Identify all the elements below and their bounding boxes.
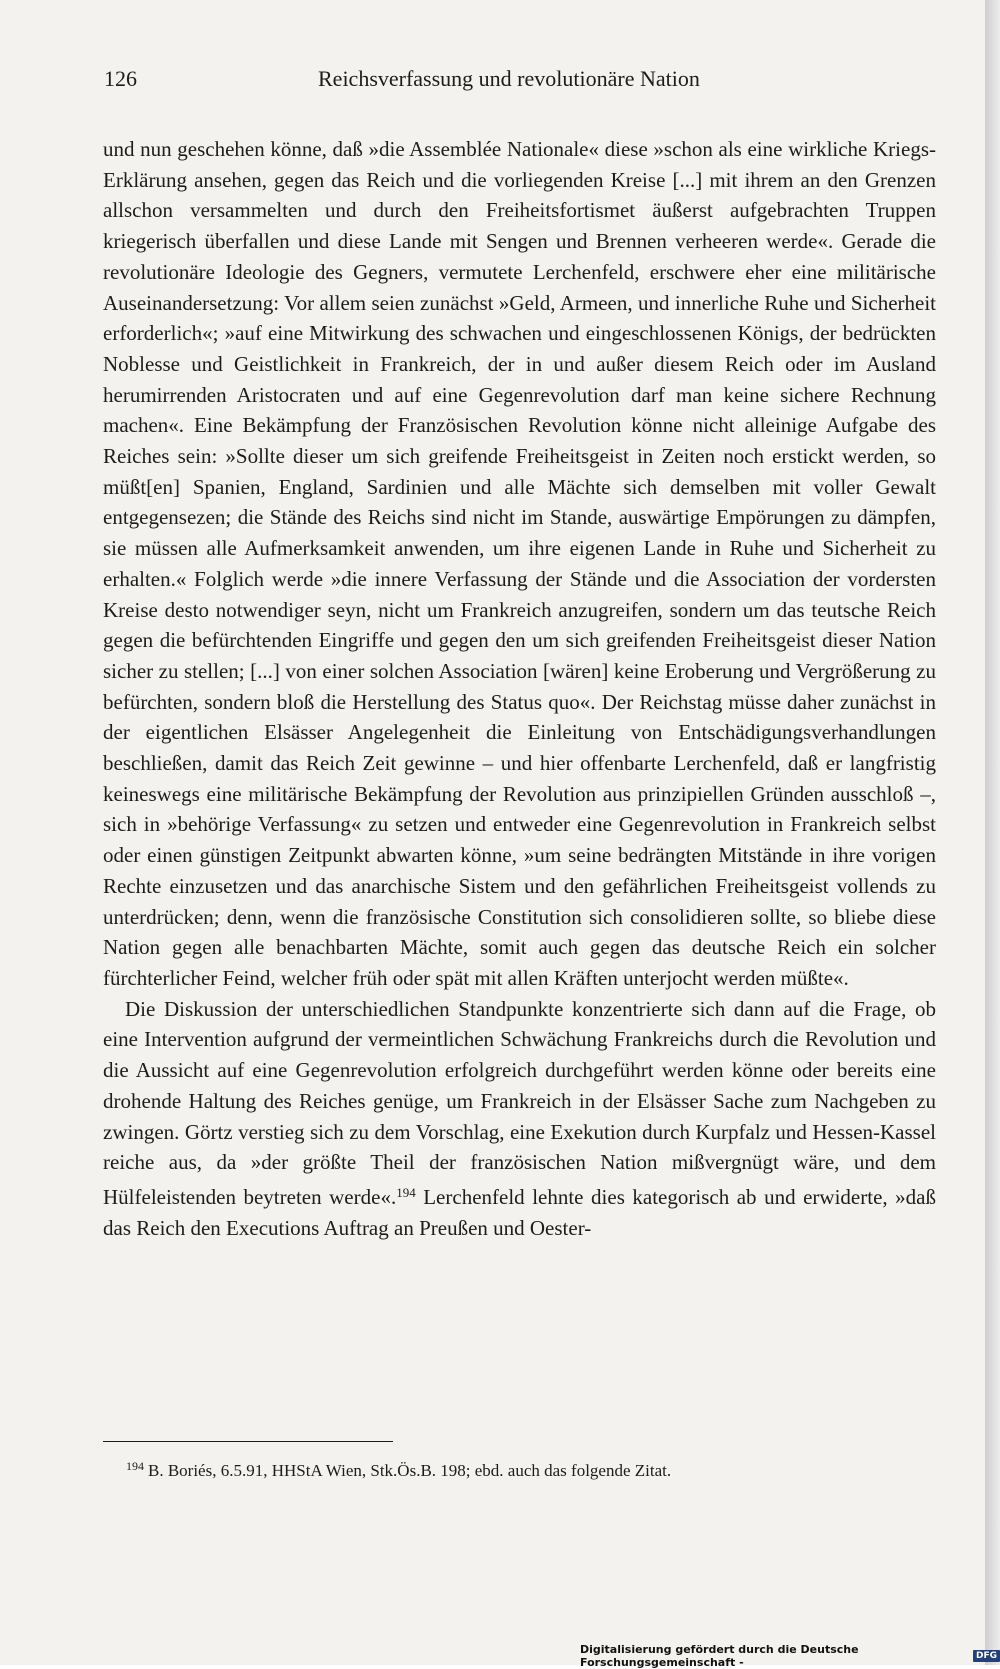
page-header — [104, 66, 942, 106]
body-text — [103, 134, 936, 1243]
footnote-separator — [103, 1441, 393, 1442]
paragraph-2-text-start: Die Diskussion der unterschiedlichen Standpunkte konzentrierte sich dann auf die Frage, ob eine Intervention aufgrund der vermeintlichen Schwächung Frankreichs durch die Revolution und die Aussicht auf eine Gegenrevolution erfolgreich durchgeführt werden könne oder bereits eine drohende Haltung des Reiches genüge, um Frankreich in der Elsässer Sache zum Nachgeben zu zwingen. Görtz verstieg sich zu dem Vorschlag, eine Exekution durch Kurpfalz und Hessen-Kassel reiche aus, da »der größte Theil der französischen Nation mißvergnügt wäre, und dem Hülfeleistenden beytreten werde«. — [103, 996, 936, 1209]
page-edge — [985, 0, 1000, 1665]
footnote — [126, 1454, 926, 1483]
footnote-reference: 194 — [396, 1184, 416, 1200]
dfg-logo: DFG — [973, 1650, 1000, 1662]
paragraph-1: und nun geschehen könne, daß »die Assemblée Nationale« diese »schon als eine wirkliche Kriegs-Erklärung ansehen, gegen das Reich und die vorliegenden Kreise [...] mit ihrem an den Grenzen allschon versammelten und durch den Freiheitsfortismet äußerst aufgebrachten Truppen kriegerisch überfallen und diese Lande mit Sengen und Brennen verheeren werde«. Gerade die revolutionäre Ideologie des Gegners, vermutete Lerchenfeld, erschwere eher eine militärische Auseinandersetzung: Vor allem seien zunächst »Geld, Armeen, und innerliche Ruhe und Sicherheit erforderlich«; »auf eine Mitwirkung des schwachen und eingeschlossenen Königs, der bedrückten Noblesse und Geistlichkeit in Frankreich, der in und außer diesem Reich oder im Ausland herumirrenden Aristocraten und auf eine Gegenrevolution darf man keine sichere Rechnung machen«. Eine Bekämpfung der Französischen Revolution könne nicht alleinige Aufgabe des Reiches sein: »Sollte dieser um sich greifende Freiheitsgeist in Zeiten noch erstickt werden, so müßt[en] Spanien, England, Sardinien und alle Mächte sich demselben mit voller Gewalt entgegensezen; die Stände des Reichs sind nicht im Stande, auswärtige Empörungen zu dämpfen, sie müssen alle Aufmerksamkeit anwenden, um ihre eigenen Lande in Ruhe und Sicherheit zu erhalten.« Folglich werde »die innere Verfassung der Stände und die Association der vordersten Kreise desto notwendiger seyn, nicht um Frankreich anzugreifen, sondern um das teutsche Reich gegen die befürchtenden Eingriffe und gegen den um sich greifenden Freiheitsgeist dieser Nation sicher zu stellen; [...] von einer solchen Association [wären] keine Eroberung und Vergrößerung zu befürchten, sondern bloß die Herstellung des Status quo«. Der Reichstag müsse daher zunächst in der eigentlichen Elsässer Angelegenheit die Einleitung von Entschädigungsverhandlungen beschließen, damit das Reich Zeit gewinne – und hier offenbarte Lerchenfeld, daß er langfristig keineswegs eine militärische Bekämpfung der Revolution aus prinzipiellen Gründen ausschloß –, sich in »behörige Verfassung« zu setzen und entweder eine Gegenrevolution in Frankreich selbst oder einen günstigen Zeitpunkt abwarten könne, »um seine bedrängten Mitstände in ihre vorigen Rechte einzusetzen und das anarchische Sistem und den gefährlichen Freiheitsgeist vollends zu unterdrücken; denn, wenn die französische Constitution sich consolidieren sollte, so bliebe diese Nation gegen alle benachbarten Mächte, somit auch gegen das deutsche Reich ein solcher fürchterlicher Feind, welcher früh oder spät mit allen Kräften unterjocht werden müßte«. — [103, 137, 936, 990]
credit-text: Digitalisierung gefördert durch die Deutsche Forschungsgemeinschaft - — [580, 1643, 859, 1669]
paragraph-2-text-end: Lerchenfeld lehnte dies kategorisch ab und erwiderte, »daß das Reich den Executions Auftrag an Preußen und Oester- — [103, 1184, 936, 1240]
paragraph-2 — [103, 994, 936, 1244]
page-number: 126 — [104, 66, 137, 91]
digitization-credit — [580, 1643, 1000, 1669]
footnote-text: B. Boriés, 6.5.91, HHStA Wien, Stk.Ös.B. 198; ebd. auch das folgende Zitat. — [148, 1461, 672, 1480]
running-head: Reichsverfassung und revolutionäre Nation — [318, 66, 700, 91]
footnote-number: 194 — [126, 1459, 144, 1473]
